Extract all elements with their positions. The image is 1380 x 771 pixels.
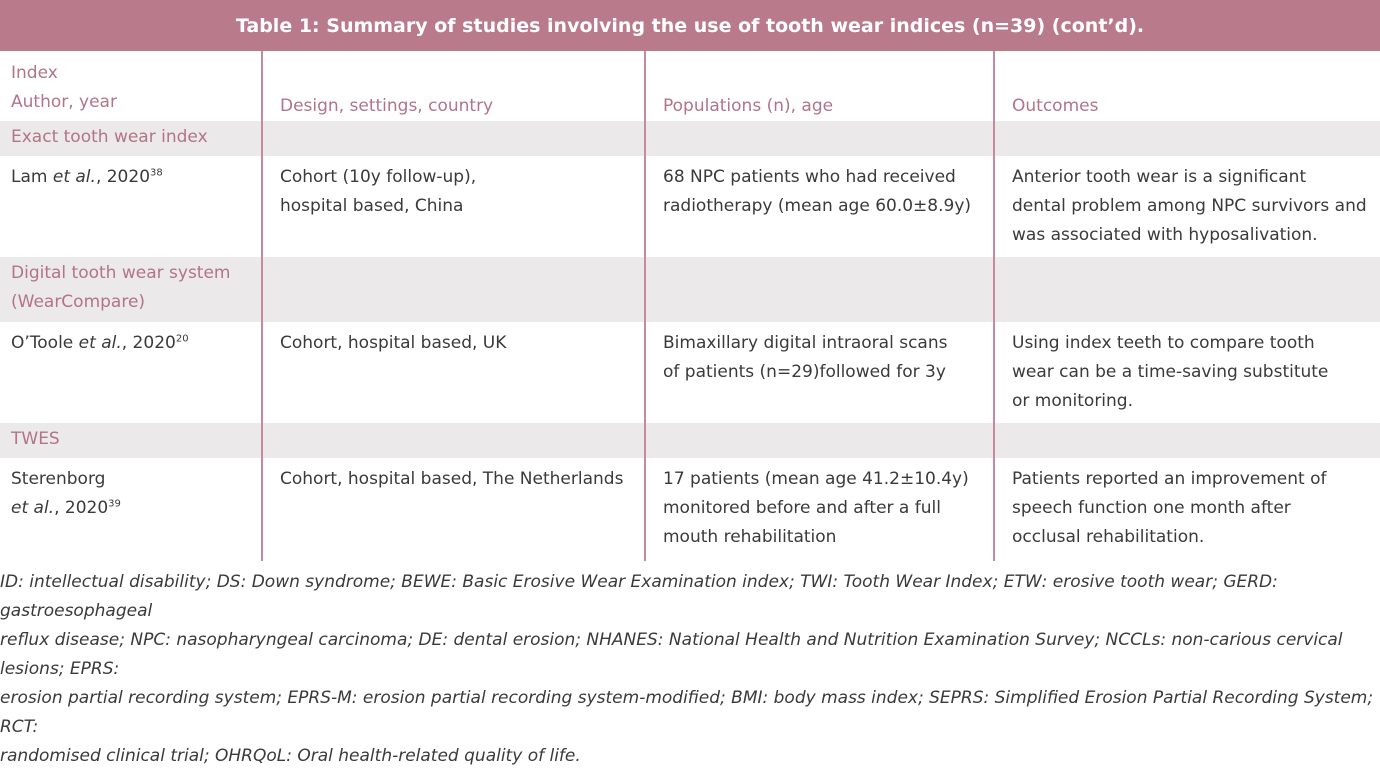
group-title: Exact tooth wear index: [0, 121, 262, 156]
header-author-year: Author, year: [11, 92, 117, 112]
study-population: 17 patients (mean age 41.2±10.4y) monitored before and after a full mouth rehabilitation: [645, 458, 994, 561]
table-row: [0, 322, 1380, 423]
study-author: O’Toole et al., 2020$^{20}$: [11, 333, 189, 353]
group-spacer: [994, 423, 1380, 458]
group-title: TWES: [0, 423, 262, 458]
study-design: Cohort (10y follow-up), hospital based, China: [262, 156, 645, 257]
study-outcomes: Anterior tooth wear is a significant dental problem among NPC survivors and was associated with hyposalivation.: [994, 156, 1380, 257]
group-spacer: [994, 257, 1380, 322]
study-outcomes: Patients reported an improvement of speech function one month after occlusal rehabilitation.: [994, 458, 1380, 561]
table-row: [0, 458, 1380, 561]
study-outcomes: Using index teeth to compare tooth wear can be a time-saving substitute or monitoring.: [994, 322, 1380, 423]
group-row: [0, 121, 1380, 156]
reference-number: 39: [108, 498, 121, 510]
study-population: 68 NPC patients who had received radiotherapy (mean age 60.0±8.9y): [645, 156, 994, 257]
reference-number: 38: [150, 167, 163, 179]
group-spacer: [262, 423, 645, 458]
header-design: Design, settings, country: [262, 51, 645, 121]
group-spacer: [262, 257, 645, 322]
table-title: Table 1: Summary of studies involving the use of tooth wear indices (n=39) (cont’d).: [0, 0, 1380, 51]
group-row: [0, 257, 1380, 322]
study-design: Cohort, hospital based, UK: [262, 322, 645, 423]
group-spacer: [645, 423, 994, 458]
header-index: Index: [11, 63, 58, 83]
table-row: [0, 156, 1380, 257]
group-spacer: [994, 121, 1380, 156]
header-index-author: [0, 51, 262, 121]
group-spacer: [645, 121, 994, 156]
studies-table: [0, 51, 1380, 561]
table-header-row: [0, 51, 1380, 121]
group-spacer: [262, 121, 645, 156]
group-title: Digital tooth wear system (WearCompare): [0, 257, 262, 322]
header-outcomes: Outcomes: [994, 51, 1380, 121]
reference-number: 20: [175, 333, 189, 345]
abbreviations-footnote: ID: intellectual disability; DS: Down syndrome; BEWE: Basic Erosive Wear Examination index; TWI: Tooth Wear Index; ETW: erosive tooth wear; GERD: gastroesophageal reflux disease; NPC: nasopharyngeal carcinoma; DE: dental erosion; NHANES: National Health and Nutrition Examination Survey; NCCLs: non-carious cervical lesions; EPRS: erosion partial recording system; EPRS-M: erosion partial recording system-modified; BMI: body mass index; SEPRS: Simplified Erosion Partial Recording System; RCT: randomised clinical trial; OHRQoL: Oral health-related quality of life.: [0, 572, 1374, 766]
study-design: Cohort, hospital based, The Netherlands: [262, 458, 645, 561]
group-spacer: [645, 257, 994, 322]
header-population: Populations (n), age: [645, 51, 994, 121]
study-population: Bimaxillary digital intraoral scans of patients (n=29)followed for 3y: [645, 322, 994, 423]
study-author: Sterenborg et al., 2020$^{39}$: [11, 469, 121, 518]
study-author: Lam et al., 2020$^{38}$: [11, 167, 163, 187]
group-row: [0, 423, 1380, 458]
